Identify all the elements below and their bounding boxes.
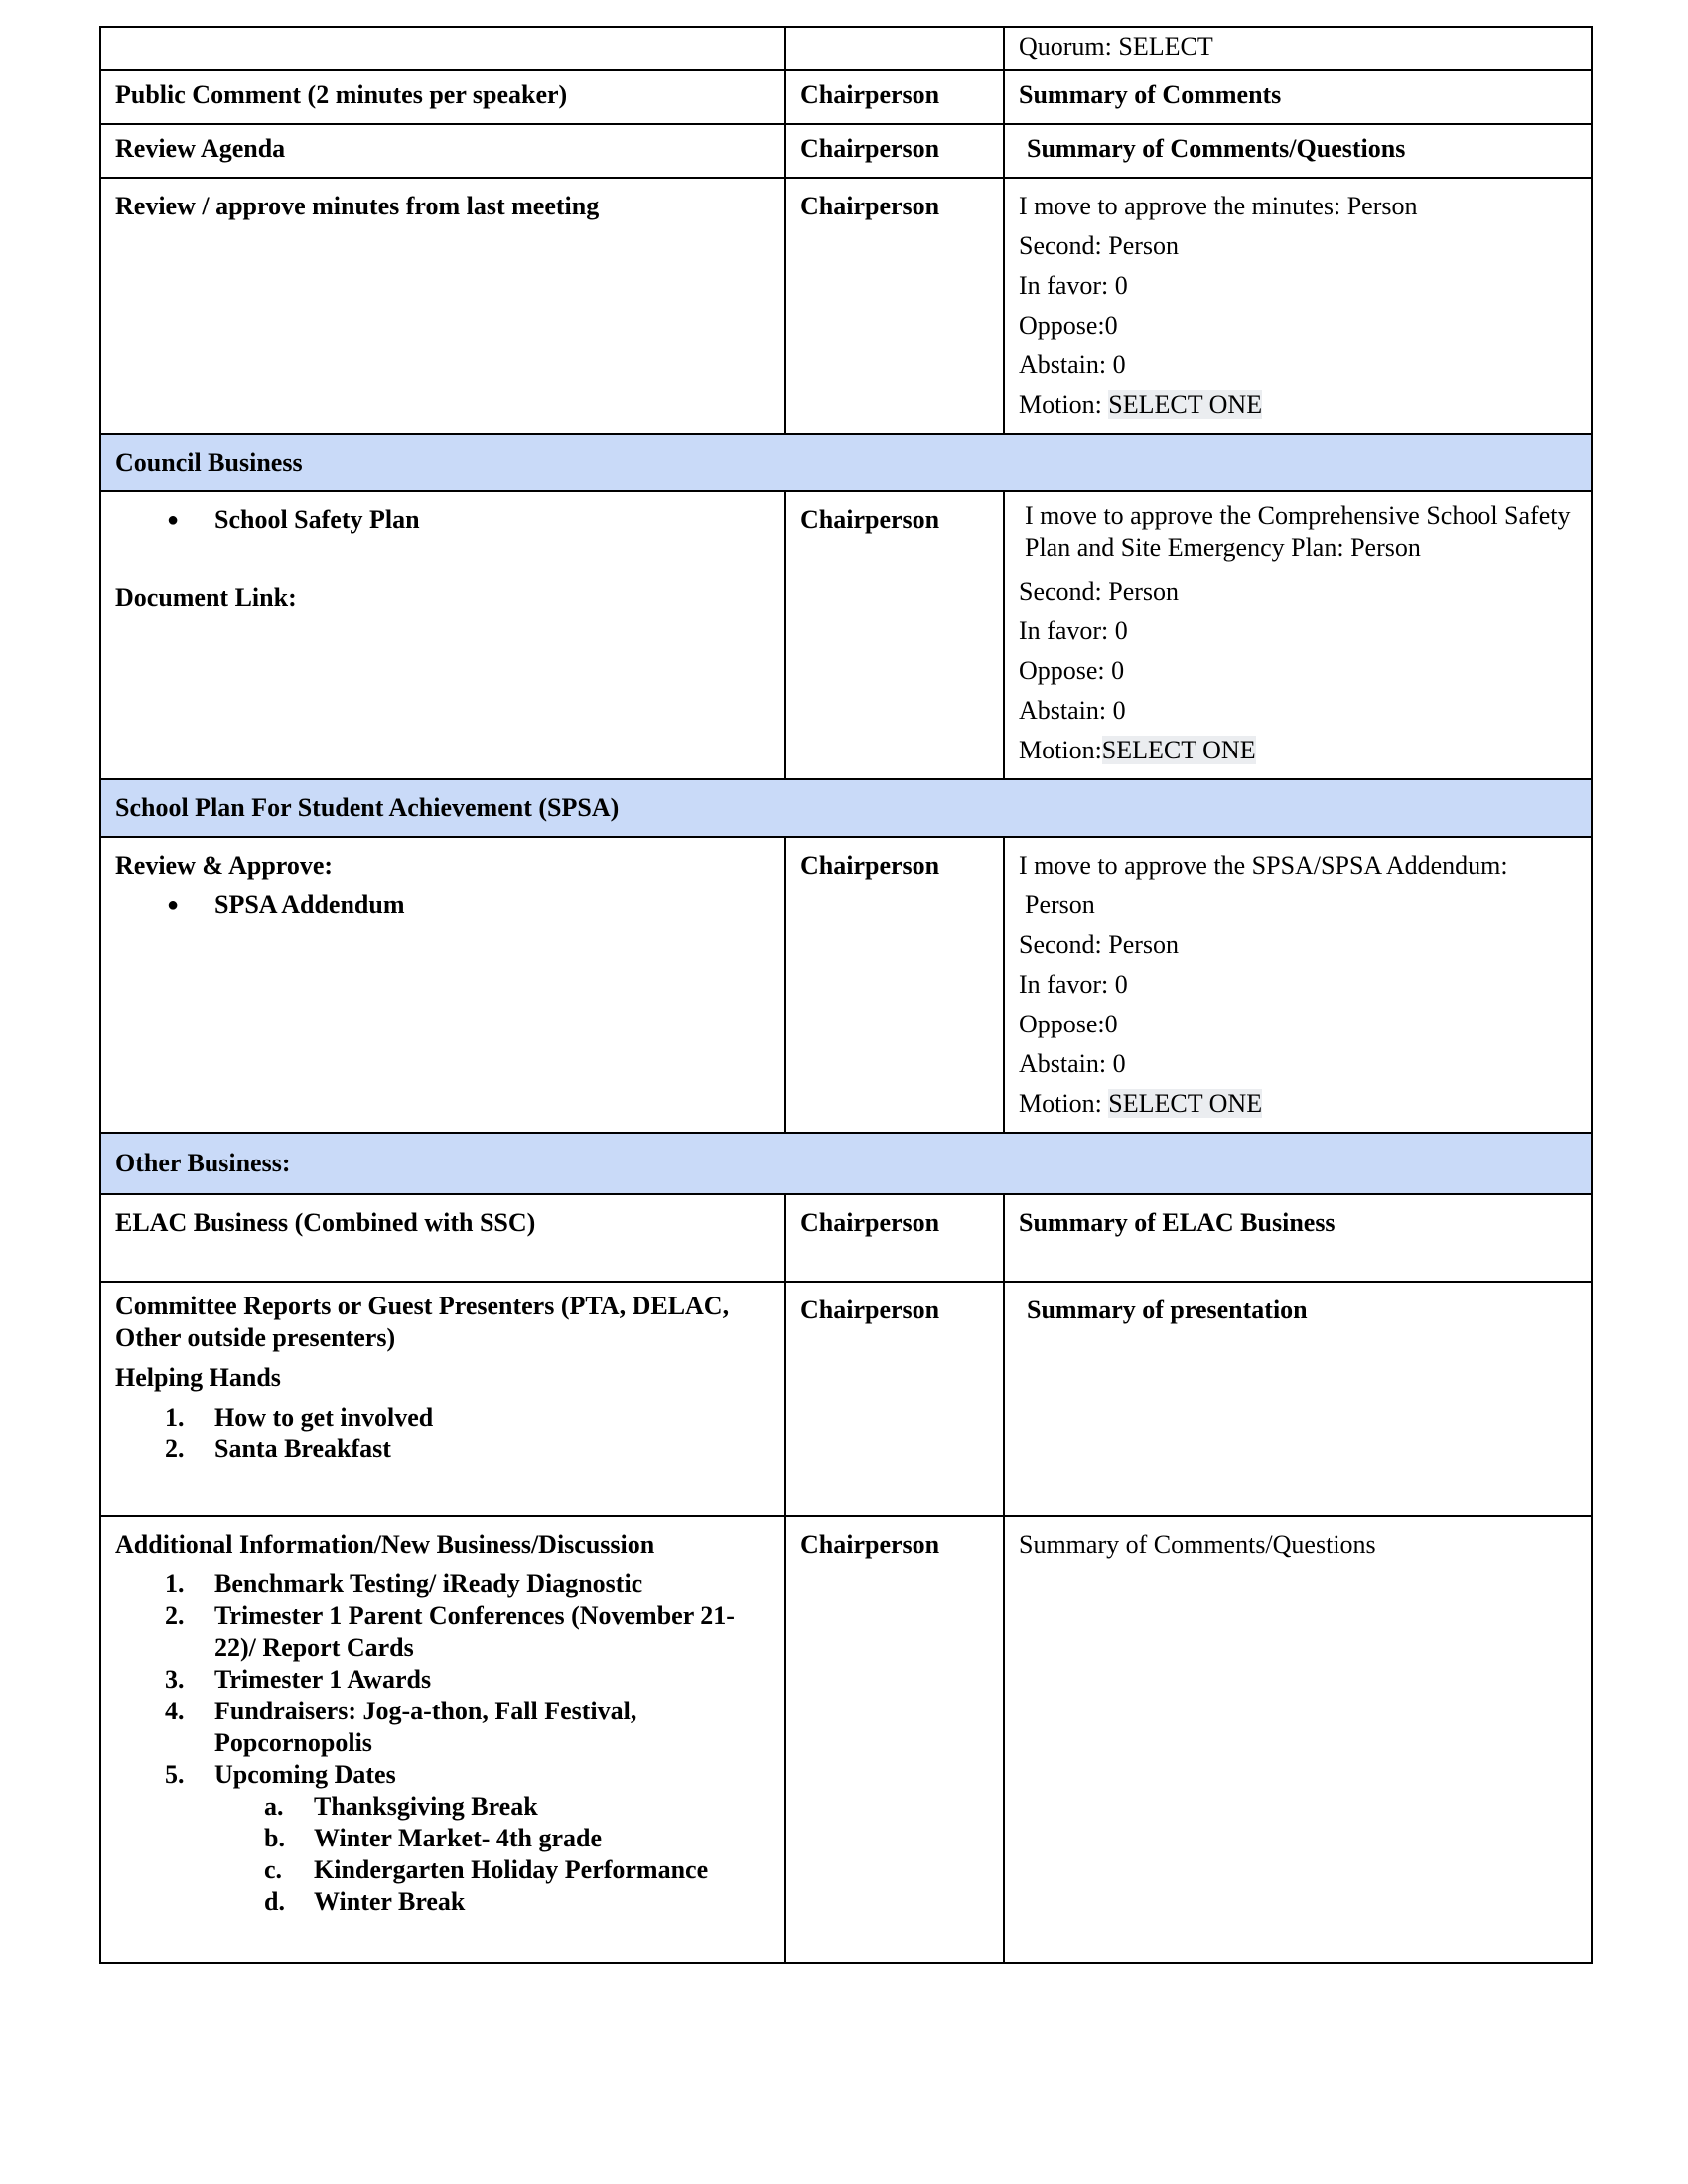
motion-result: Motion: SELECT ONE	[1019, 1089, 1263, 1118]
abstain-text: Abstain: 0	[1019, 696, 1126, 725]
motion-text: I move to approve the minutes: Person	[1019, 192, 1418, 220]
minutes-row	[100, 178, 1592, 434]
item-heading: Committee Reports or Guest Presenters (PTA, DELAC, Other outside presenters)	[115, 1292, 730, 1352]
bullet-item: ● School Safety Plan	[115, 500, 771, 540]
committee-list	[115, 1402, 771, 1465]
second-text: Second: Person	[1019, 930, 1180, 959]
abstain-text: Abstain: 0	[1019, 350, 1126, 379]
agenda-item	[100, 837, 785, 1133]
notes-cell: Summary of Comments/Questions	[1004, 1516, 1592, 1963]
second-text: Second: Person	[1019, 577, 1180, 606]
item-heading: Review & Approve:	[115, 851, 334, 880]
lead-cell: Chairperson	[785, 1282, 1004, 1516]
oppose-text: Oppose:0	[1019, 311, 1118, 340]
agenda-item: Review Agenda	[100, 124, 785, 178]
motion-result: Motion: SELECT ONE	[1019, 390, 1263, 419]
oppose-text: Oppose:0	[1019, 1010, 1118, 1038]
list-item: 2. Santa Breakfast	[165, 1434, 391, 1463]
other-business-header	[100, 1133, 1592, 1194]
list-item: a. Thanksgiving Break	[264, 1792, 538, 1821]
additional-list	[115, 1569, 771, 1918]
item-heading: Additional Information/New Business/Discussion	[115, 1530, 655, 1559]
agenda-item	[100, 491, 785, 779]
lead-cell: Chairperson	[785, 124, 1004, 178]
council-business-header	[100, 434, 1592, 491]
motion-dropdown[interactable]: SELECT ONE	[1108, 1089, 1263, 1118]
list-item: 2. Trimester 1 Parent Conferences (November 21-22)/ Report Cards	[165, 1601, 735, 1662]
lead-cell: Chairperson	[785, 1516, 1004, 1963]
agenda-item	[100, 1282, 785, 1516]
spsa-header	[100, 779, 1592, 837]
agenda-item: ELAC Business (Combined with SSC)	[100, 1194, 785, 1282]
motion-dropdown[interactable]: SELECT ONE	[1108, 390, 1263, 419]
quorum-row	[100, 27, 1592, 70]
committee-row	[100, 1282, 1592, 1516]
favor-text: In favor: 0	[1019, 970, 1128, 999]
motion-result: Motion:SELECT ONE	[1019, 736, 1256, 764]
bullet-item: ● SPSA Addendum	[115, 886, 771, 925]
elac-row	[100, 1194, 1592, 1282]
agenda-item: Public Comment (2 minutes per speaker)	[100, 70, 785, 124]
section-heading: Council Business	[100, 434, 1592, 491]
quorum-text: Quorum: SELECT	[1019, 32, 1213, 61]
lead-cell: Chairperson	[785, 70, 1004, 124]
motion-text: I move to approve the SPSA/SPSA Addendum:	[1019, 851, 1508, 880]
motion-text: I move to approve the Comprehensive School Safety Plan and Site Emergency Plan: Person	[1025, 501, 1571, 562]
list-item: b. Winter Market- 4th grade	[264, 1824, 603, 1852]
document-link-label: Document Link:	[115, 583, 297, 612]
lead-cell: Chairperson	[785, 491, 1004, 779]
agenda-item: Review / approve minutes from last meeting	[100, 178, 785, 434]
favor-text: In favor: 0	[1019, 616, 1128, 645]
section-heading: School Plan For Student Achievement (SPSA)	[100, 779, 1592, 837]
list-item: 3. Trimester 1 Awards	[165, 1665, 432, 1694]
notes-cell: Summary of presentation	[1004, 1282, 1592, 1516]
agenda-table	[99, 26, 1593, 1964]
motion-cell	[1004, 837, 1592, 1133]
review-agenda-row	[100, 124, 1592, 178]
notes-cell: Summary of Comments	[1004, 70, 1592, 124]
agenda-item	[100, 1516, 785, 1963]
list-item: 4. Fundraisers: Jog-a-thon, Fall Festival, Popcornopolis	[165, 1697, 637, 1757]
notes-cell: Summary of ELAC Business	[1004, 1194, 1592, 1282]
motion-person: Person	[1025, 890, 1095, 919]
second-text: Second: Person	[1019, 231, 1180, 260]
public-comment-row	[100, 70, 1592, 124]
motion-dropdown[interactable]: SELECT ONE	[1101, 736, 1256, 764]
item-subheading: Helping Hands	[115, 1363, 281, 1392]
upcoming-dates-list	[214, 1791, 771, 1918]
section-heading: Other Business:	[100, 1133, 1592, 1194]
list-item: 1. Benchmark Testing/ iReady Diagnostic	[165, 1570, 643, 1598]
safety-plan-row	[100, 491, 1592, 779]
lead-cell: Chairperson	[785, 178, 1004, 434]
spsa-row	[100, 837, 1592, 1133]
lead-cell: Chairperson	[785, 837, 1004, 1133]
motion-cell	[1004, 491, 1592, 779]
favor-text: In favor: 0	[1019, 271, 1128, 300]
list-item: 1. How to get involved	[165, 1403, 434, 1432]
abstain-text: Abstain: 0	[1019, 1049, 1126, 1078]
list-item: 5. Upcoming Dates a. Thanksgiving Break b. Winter Market- 4th grade c. Kindergarten Holiday Performance d. Winter Break	[115, 1759, 771, 1918]
lead-cell: Chairperson	[785, 1194, 1004, 1282]
list-item: c. Kindergarten Holiday Performance	[264, 1855, 709, 1884]
notes-cell: Summary of Comments/Questions	[1004, 124, 1592, 178]
oppose-text: Oppose: 0	[1019, 656, 1125, 685]
additional-row	[100, 1516, 1592, 1963]
list-item: d. Winter Break	[264, 1887, 466, 1916]
motion-cell	[1004, 178, 1592, 434]
